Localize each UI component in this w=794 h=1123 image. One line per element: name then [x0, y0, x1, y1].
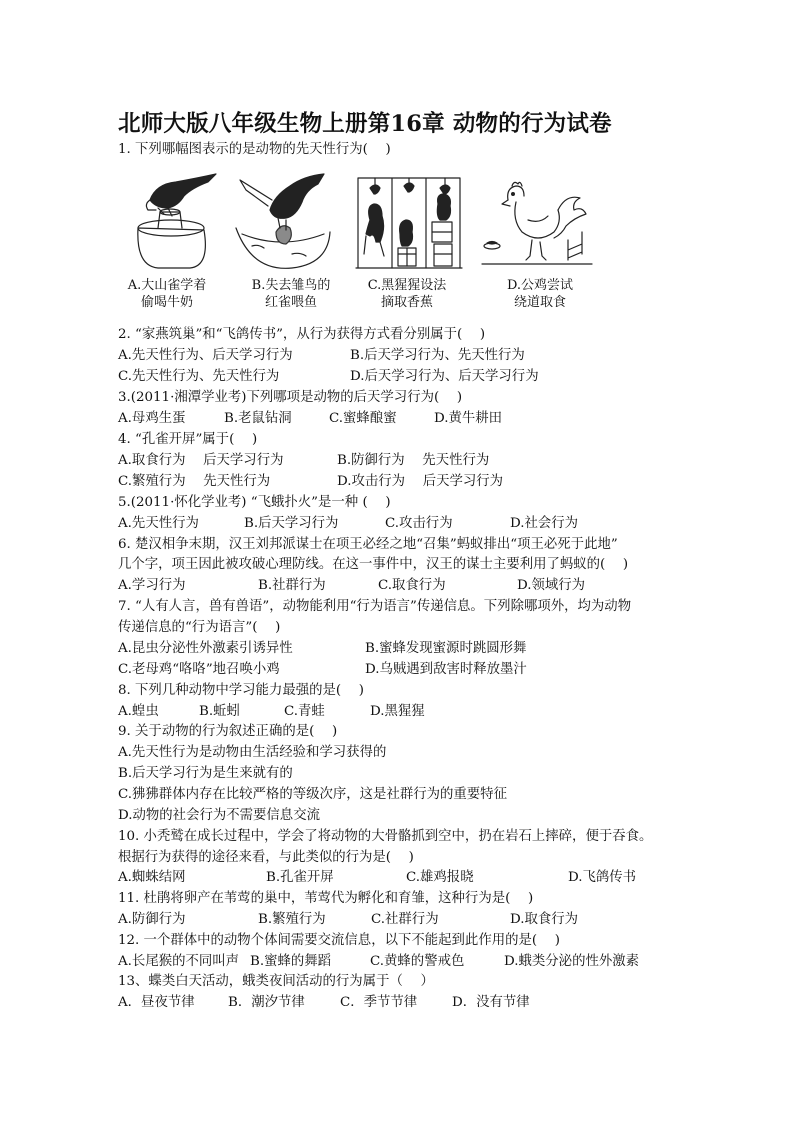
q6-option-c: C.取食行为: [378, 578, 446, 593]
q8-option-b: B.蚯蚓: [199, 704, 240, 719]
rooster-detour-icon: [482, 180, 592, 268]
q3-option-c: C.蜜蜂酿蜜: [329, 411, 397, 426]
q3-option-d: D.黄牛耕田: [434, 411, 503, 426]
q6-option-b: B.社群行为: [258, 578, 326, 593]
q6-option-a: A.学习行为: [118, 578, 186, 593]
q13-option-a: A．昼夜节律: [118, 995, 195, 1010]
question-6-text-line2: 几个字，项王因此被攻破心理防线。在这一事件中，汉王的谋士主要利用了蚂蚁的( ): [118, 557, 629, 572]
q5-option-a: A.先天性行为: [118, 516, 199, 531]
question-3-text: 3.(2011·湘潭学业考)下列哪项是动物的后天学习行为( ): [118, 390, 463, 405]
question-13-text: 13、蝶类白天活动，蛾类夜间活动的行为属于（ ）: [118, 974, 434, 989]
caption-c: C.黑猩猩设法 摘取香蕉: [367, 278, 447, 310]
q11-option-d: D.取食行为: [510, 912, 579, 927]
question-5-text: 5.(2011·怀化学业考) “飞蛾扑火”是一种 ( ): [118, 495, 391, 510]
bird-feeding-fish-icon: [232, 172, 332, 272]
q3-option-b: B.老鼠钻洞: [224, 411, 292, 426]
q8-option-c: C.青蛙: [284, 704, 325, 719]
q12-option-d: D.蛾类分泌的性外激素: [504, 954, 640, 969]
question-4-text: 4. “孔雀开屏”属于( ): [118, 432, 258, 447]
q3-option-a: A.母鸡生蛋: [118, 411, 186, 426]
q12-option-c: C.黄蜂的警戒色: [370, 954, 465, 969]
q5-option-d: D.社会行为: [510, 516, 579, 531]
q4-option-c: C.繁殖行为 先天性行为: [118, 474, 271, 489]
question-11-text: 11. 杜鹃将卵产在苇莺的巢中，苇莺代为孵化和育雏，这种行为是( ): [118, 891, 534, 906]
q7-option-d: D.乌贼遇到敌害时释放墨汁: [365, 662, 527, 677]
q13-option-d: D．没有节律: [452, 995, 530, 1010]
q11-option-b: B.繁殖行为: [258, 912, 326, 927]
q9-option-d: D.动物的社会行为不需要信息交流: [118, 808, 320, 823]
bird-drinking-milk-icon: [128, 170, 223, 270]
q10-option-b: B.孔雀开屏: [266, 870, 334, 885]
question-12-text: 12. 一个群体中的动物个体间需要交流信息，以下不能起到此作用的是( ): [118, 933, 560, 948]
q13-option-b: B．潮汐节律: [228, 995, 305, 1010]
q4-option-b: B.防御行为 先天性行为: [337, 453, 490, 468]
q12-option-a: A.长尾猴的不同叫声: [118, 954, 240, 969]
q11-option-a: A.防御行为: [118, 912, 186, 927]
question-1-text: 1. 下列哪幅图表示的是动物的先天性行为( ): [118, 142, 391, 157]
q4-option-a: A.取食行为 后天学习行为: [118, 453, 284, 468]
q7-option-c: C.老母鸡“咯咯”地召唤小鸡: [118, 662, 280, 677]
q9-option-b: B.后天学习行为是生来就有的: [118, 766, 293, 781]
question-2-text: 2. “家燕筑巢”和“飞鸽传书”，从行为获得方式看分别属于( ): [118, 327, 486, 342]
question-9-text: 9. 关于动物的行为叙述正确的是( ): [118, 724, 338, 739]
q9-option-c: C.狒狒群体内存在比较严格的等级次序，这是社群行为的重要特征: [118, 787, 507, 802]
q4-option-d: D.攻击行为 后天学习行为: [337, 474, 504, 489]
question-7-text-line1: 7. “人有人言，兽有兽语”，动物能利用“行为语言”传递信息。下列除哪项外，均为动物: [118, 599, 632, 614]
q10-option-c: C.雄鸡报晓: [406, 870, 474, 885]
q13-option-c: C．季节节律: [340, 995, 418, 1010]
q2-option-d: D.后天学习行为、后天学习行为: [350, 369, 539, 384]
caption-b: B.失去雏鸟的 红雀喂鱼: [251, 278, 331, 310]
caption-d: D.公鸡尝试 绕道取食: [506, 278, 574, 310]
q8-option-d: D.黑猩猩: [370, 704, 425, 719]
q5-option-b: B.后天学习行为: [244, 516, 339, 531]
q7-option-b: B.蜜蜂发现蜜源时跳圆形舞: [365, 641, 527, 656]
q7-option-a: A.昆虫分泌性外激素引诱异性: [118, 641, 293, 656]
chimpanzee-bananas-icon: [356, 176, 462, 272]
q10-option-a: A.蜘蛛结网: [118, 870, 186, 885]
question-10-text-line2: 根据行为获得的途径来看，与此类似的行为是( ): [118, 850, 414, 865]
q2-option-a: A.先天性行为、后天学习行为: [118, 348, 293, 363]
q2-option-c: C.先天性行为、先天性行为: [118, 369, 280, 384]
caption-a: A.大山雀学着 偷喝牛奶: [127, 278, 207, 310]
question-8-text: 8. 下列几种动物中学习能力最强的是( ): [118, 683, 364, 698]
q10-option-d: D.飞鸽传书: [568, 870, 637, 885]
question-10-text-line1: 10. 小秃鹫在成长过程中，学会了将动物的大骨骼抓到空中，扔在岩石上摔碎，便于吞食。: [118, 829, 653, 844]
page-title: 北师大版八年级生物上册第16章 动物的行为试卷: [118, 111, 612, 137]
question-7-text-line2: 传递信息的“行为语言”( ): [118, 620, 281, 635]
question-6-text-line1: 6. 楚汉相争末期，汉王刘邦派谋士在项王必经之地“召集”蚂蚁排出“项王必死于此地”: [118, 537, 618, 552]
q11-option-c: C.社群行为: [371, 912, 439, 927]
q6-option-d: D.领域行为: [517, 578, 586, 593]
q8-option-a: A.蝗虫: [118, 704, 159, 719]
q2-option-b: B.后天学习行为、先天性行为: [350, 348, 525, 363]
q5-option-c: C.攻击行为: [385, 516, 453, 531]
q9-option-a: A.先天性行为是动物由生活经验和学习获得的: [118, 745, 387, 760]
q12-option-b: B.蜜蜂的舞蹈: [250, 954, 332, 969]
